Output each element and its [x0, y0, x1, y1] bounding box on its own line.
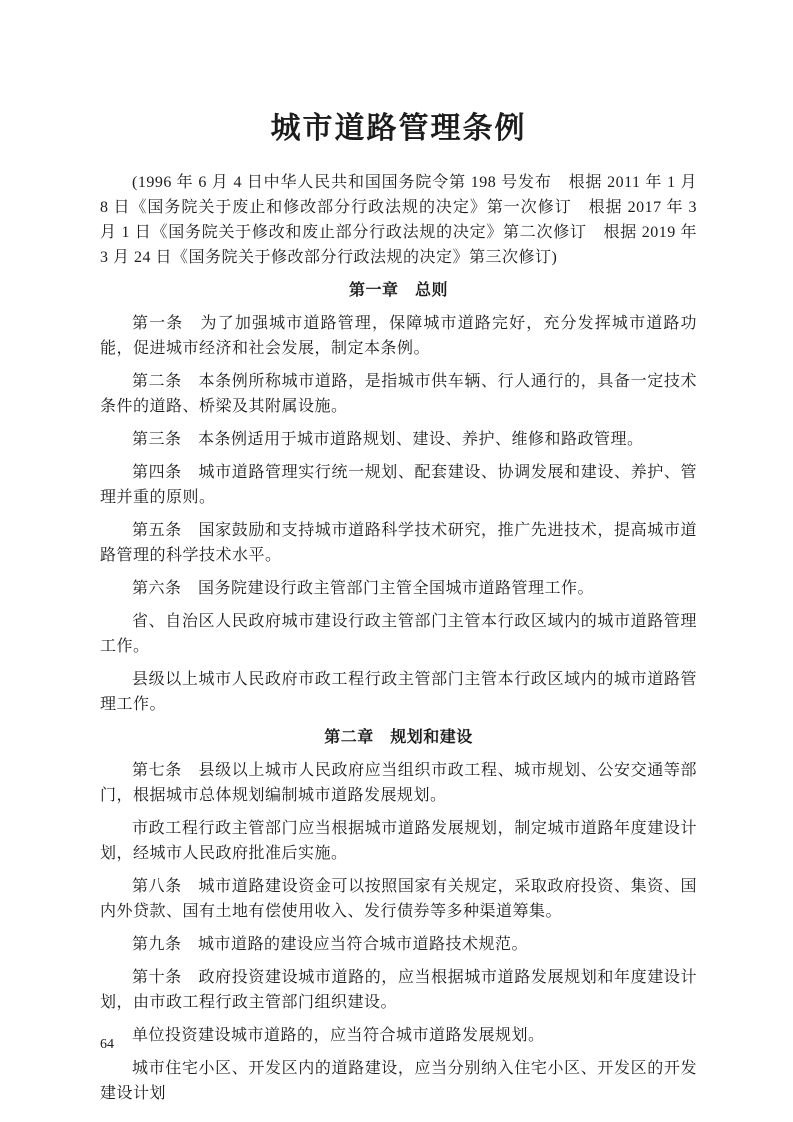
body-paragraph: 省、自治区人民政府城市建设行政主管部门主管本行政区域内的城市道路管理工作。: [100, 613, 697, 655]
body-paragraph: 第二条 本条例所称城市道路，是指城市供车辆、行人通行的，具备一定技术条件的道路、桥梁及其附属设施。: [100, 373, 697, 415]
document-title: 城市道路管理条例: [270, 112, 527, 145]
body-paragraph: 第四条 城市道路管理实行统一规划、配套建设、协调发展和建设、养护、管理并重的原则。: [100, 464, 697, 506]
body-paragraph: 第十条 政府投资建设城市道路的，应当根据城市道路发展规划和年度建设计划，由市政工程行政主管部门组织建设。: [100, 969, 697, 1011]
body-paragraph: 第五条 国家鼓励和支持城市道路科学技术研究，推广先进技术，提高城市道路管理的科学技术水平。: [100, 522, 697, 564]
body-paragraph: 第八条 城市道路建设资金可以按照国家有关规定，采取政府投资、集资、国内外贷款、国有土地有偿使用收入、发行债券等多种渠道筹集。: [100, 878, 697, 920]
body-paragraph: 第一条 为了加强城市道路管理，保障城市道路完好，充分发挥城市道路功能，促进城市经济和社会发展，制定本条例。: [100, 315, 697, 357]
body-paragraph: 单位投资建设城市道路的，应当符合城市道路发展规划。: [132, 1027, 545, 1044]
body-paragraph: 第六条 国务院建设行政主管部门主管全国城市道路管理工作。: [132, 580, 595, 597]
body-paragraph: 第九条 城市道路的建设应当符合城市道路技术规范。: [132, 936, 529, 953]
body-paragraph: 城市住宅小区、开发区内的道路建设，应当分别纳入住宅小区、开发区的开发建设计划: [100, 1060, 697, 1102]
chapter-heading: 第二章 规划和建设: [324, 729, 473, 746]
chapter-heading: 第一章 总则: [348, 282, 448, 299]
page-number: 64: [100, 1037, 114, 1052]
preamble-paragraph: (1996 年 6 月 4 日中华人民共和国国务院令第 198 号发布 根据 2011 年 1 月 8 日《国务院关于废止和修改部分行政法规的决定》第一次修订 根据 2017 年 3 月 1 日《国务院关于修改和废止部分行政法规的决定》第二次修订 根据 2019 年 3 月 24 日《国务院关于修改部分行政法规的决定》第三次修订): [100, 174, 697, 266]
body-paragraph: 县级以上城市人民政府市政工程行政主管部门主管本行政区域内的城市道路管理工作。: [100, 671, 697, 713]
document-content: [100, 110, 697, 1114]
body-paragraph: 第七条 县级以上城市人民政府应当组织市政工程、城市规划、公安交通等部门，根据城市总体规划编制城市道路发展规划。: [100, 762, 697, 804]
body-paragraph: 第三条 本条例适用于城市道路规划、建设、养护、维修和路政管理。: [132, 431, 644, 448]
body-paragraph: 市政工程行政主管部门应当根据城市道路发展规划，制定城市道路年度建设计划，经城市人民政府批准后实施。: [100, 820, 697, 862]
document-body: [100, 170, 697, 1106]
